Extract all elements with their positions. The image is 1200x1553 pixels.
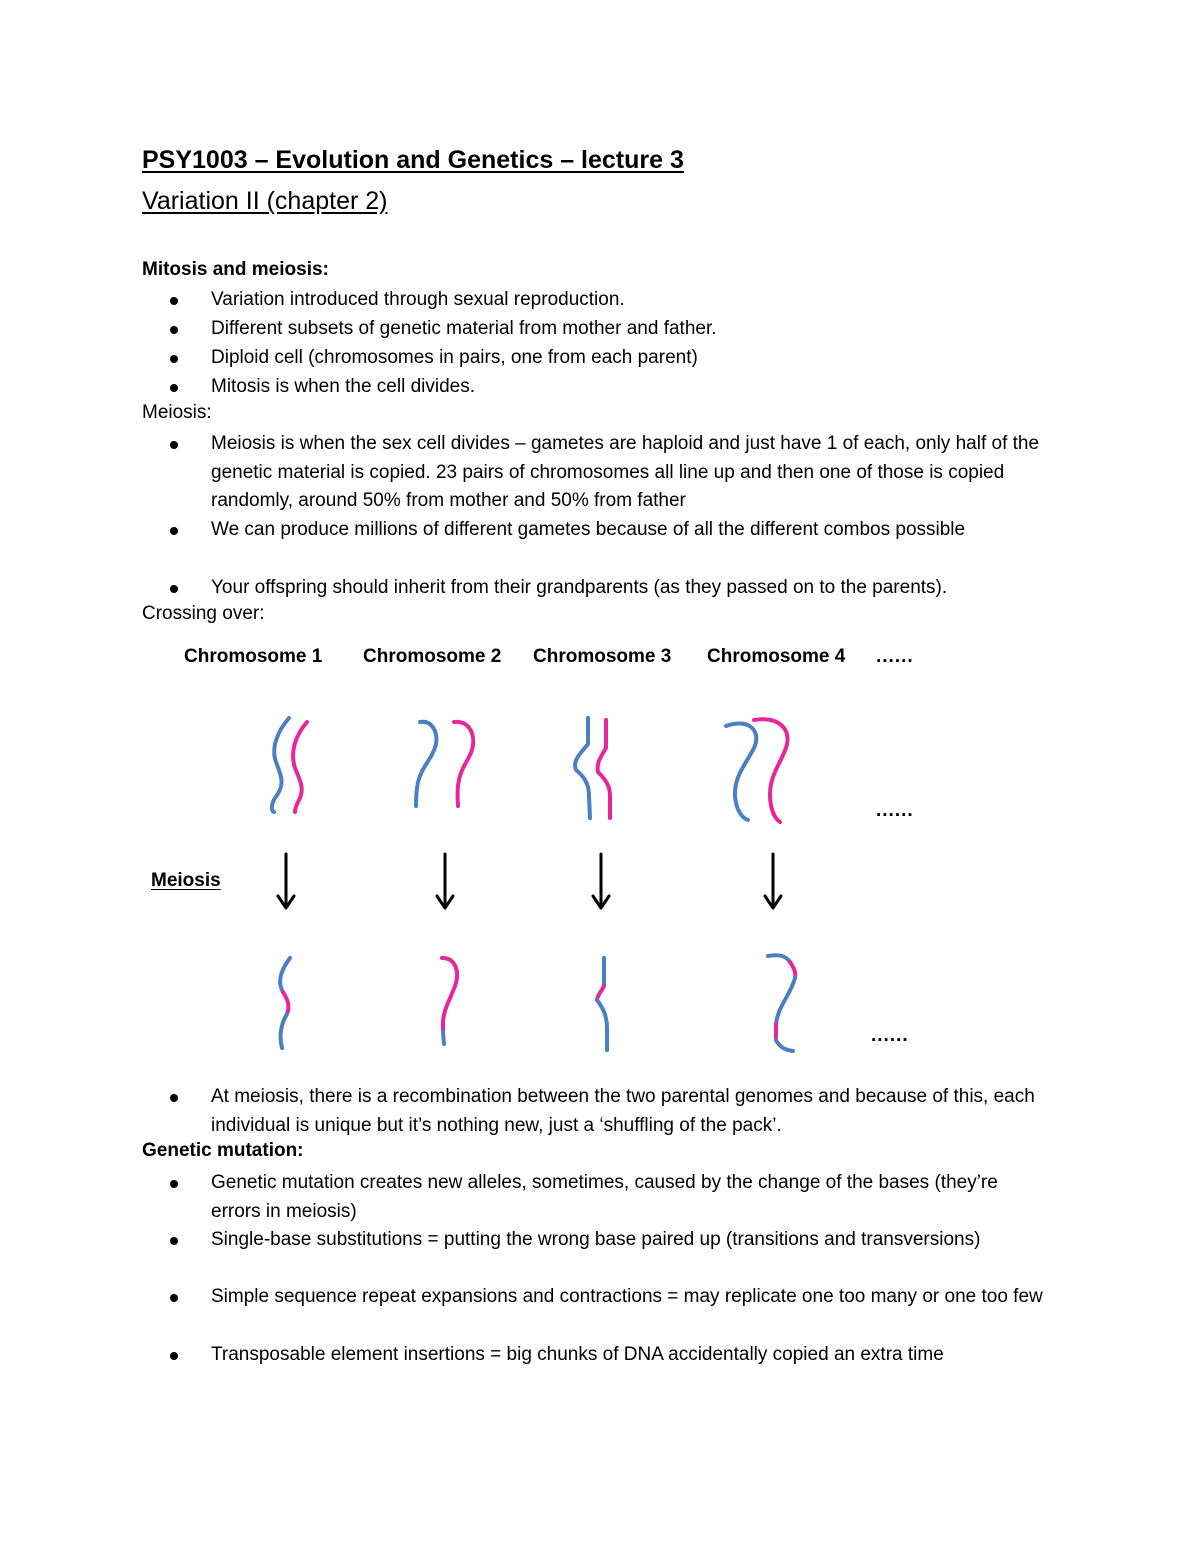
meiosis-label: Meiosis — [151, 870, 221, 891]
arrow-down-icon — [278, 854, 294, 908]
arrow-down-icon — [437, 854, 453, 908]
section-heading-crossing: Crossing over: — [142, 603, 265, 624]
gamete-1-segment — [281, 1014, 287, 1048]
crossing-over-figure — [140, 636, 930, 1076]
chromosome-3-label: Chromosome 3 — [533, 646, 672, 667]
chromosome-2-paternal — [454, 722, 473, 806]
bullet-icon — [170, 297, 178, 305]
arrow-down-icon — [765, 854, 781, 908]
bullet-icon — [170, 326, 178, 334]
arrow-down-icon — [593, 854, 609, 908]
chromosome-2-label: Chromosome 2 — [363, 646, 502, 667]
gamete-4-segment — [776, 978, 795, 1024]
ellipsis-pairs: ...... — [876, 800, 914, 821]
bullet-icon — [170, 1352, 178, 1360]
chromosome-1-maternal — [272, 718, 289, 812]
bullet-icon — [170, 1094, 178, 1102]
list-item: Genetic mutation creates new alleles, sometimes, caused by the change of the bases (they’re errors in meiosis) — [170, 1169, 1050, 1226]
chromosome-4-label: Chromosome 4 — [707, 646, 846, 667]
gamete-2-segment — [442, 958, 457, 1032]
gamete-4-segment — [776, 1040, 793, 1051]
list-item: Diploid cell (chromosomes in pairs, one from each parent) — [170, 344, 1050, 373]
chromosome-3-paternal — [598, 720, 610, 818]
chromosome-4-paternal — [754, 719, 788, 822]
list-item: Your offspring should inherit from their grandparents (as they passed on to the parents). — [170, 574, 1050, 603]
ellipsis-gametes: ...... — [871, 1025, 909, 1046]
list-item: Simple sequence repeat expansions and contractions = may replicate one too many or one too few — [170, 1283, 1050, 1312]
chromosome-1-label: Chromosome 1 — [184, 646, 323, 667]
page-subtitle: Variation II (chapter 2) — [142, 187, 388, 215]
page-title: PSY1003 – Evolution and Genetics – lecture 3 — [142, 146, 684, 174]
list-item: Mitosis is when the cell divides. — [170, 373, 1050, 402]
chromosome-2-maternal — [416, 722, 436, 806]
bullet-icon — [170, 384, 178, 392]
gamete-4-segment — [768, 955, 790, 962]
chromosome-1-paternal — [293, 722, 307, 812]
ellipsis-header: ...... — [876, 646, 914, 667]
list-item: Single-base substitutions = putting the wrong base paired up (transitions and transversions) — [170, 1226, 1050, 1255]
gamete-3-segment — [597, 1000, 607, 1050]
list-item: Meiosis is when the sex cell divides – gametes are haploid and just have 1 of each, only half of the genetic material is copied. 23 pairs of chromosomes all line up and then one of those is copied randomly, around 50% from mother and 50% from father — [170, 430, 1050, 516]
bullet-icon — [170, 1180, 178, 1188]
list-item: Transposable element insertions = big chunks of DNA accidentally copied an extra time — [170, 1341, 1050, 1370]
list-item: We can produce millions of different gametes because of all the different combos possible — [170, 516, 1050, 545]
bullet-icon — [170, 1237, 178, 1245]
gamete-2-segment — [443, 1032, 444, 1044]
chromosome-4-maternal — [726, 723, 756, 820]
section-heading-meiosis: Meiosis: — [142, 402, 212, 423]
bullet-icon — [170, 441, 178, 449]
list-item: Different subsets of genetic material from mother and father. — [170, 315, 1050, 344]
section-heading-mitosis: Mitosis and meiosis: — [142, 259, 329, 280]
bullet-icon — [170, 585, 178, 593]
chromosome-3-maternal — [575, 718, 590, 818]
chromosome-diagram — [140, 636, 930, 1076]
list-item: Variation introduced through sexual reproduction. — [170, 286, 1050, 315]
bullet-icon — [170, 355, 178, 363]
gamete-3-segment — [597, 986, 604, 1000]
bullet-icon — [170, 1294, 178, 1302]
list-item: At meiosis, there is a recombination between the two parental genomes and because of this, each individual is unique but it’s nothing new, just a ‘shuffling of the pack’. — [170, 1083, 1050, 1140]
gamete-1-segment — [283, 992, 288, 1014]
bullet-icon — [170, 527, 178, 535]
section-heading-mutation: Genetic mutation: — [142, 1140, 304, 1161]
gamete-1-segment — [280, 958, 290, 992]
gamete-4-segment — [790, 962, 795, 978]
